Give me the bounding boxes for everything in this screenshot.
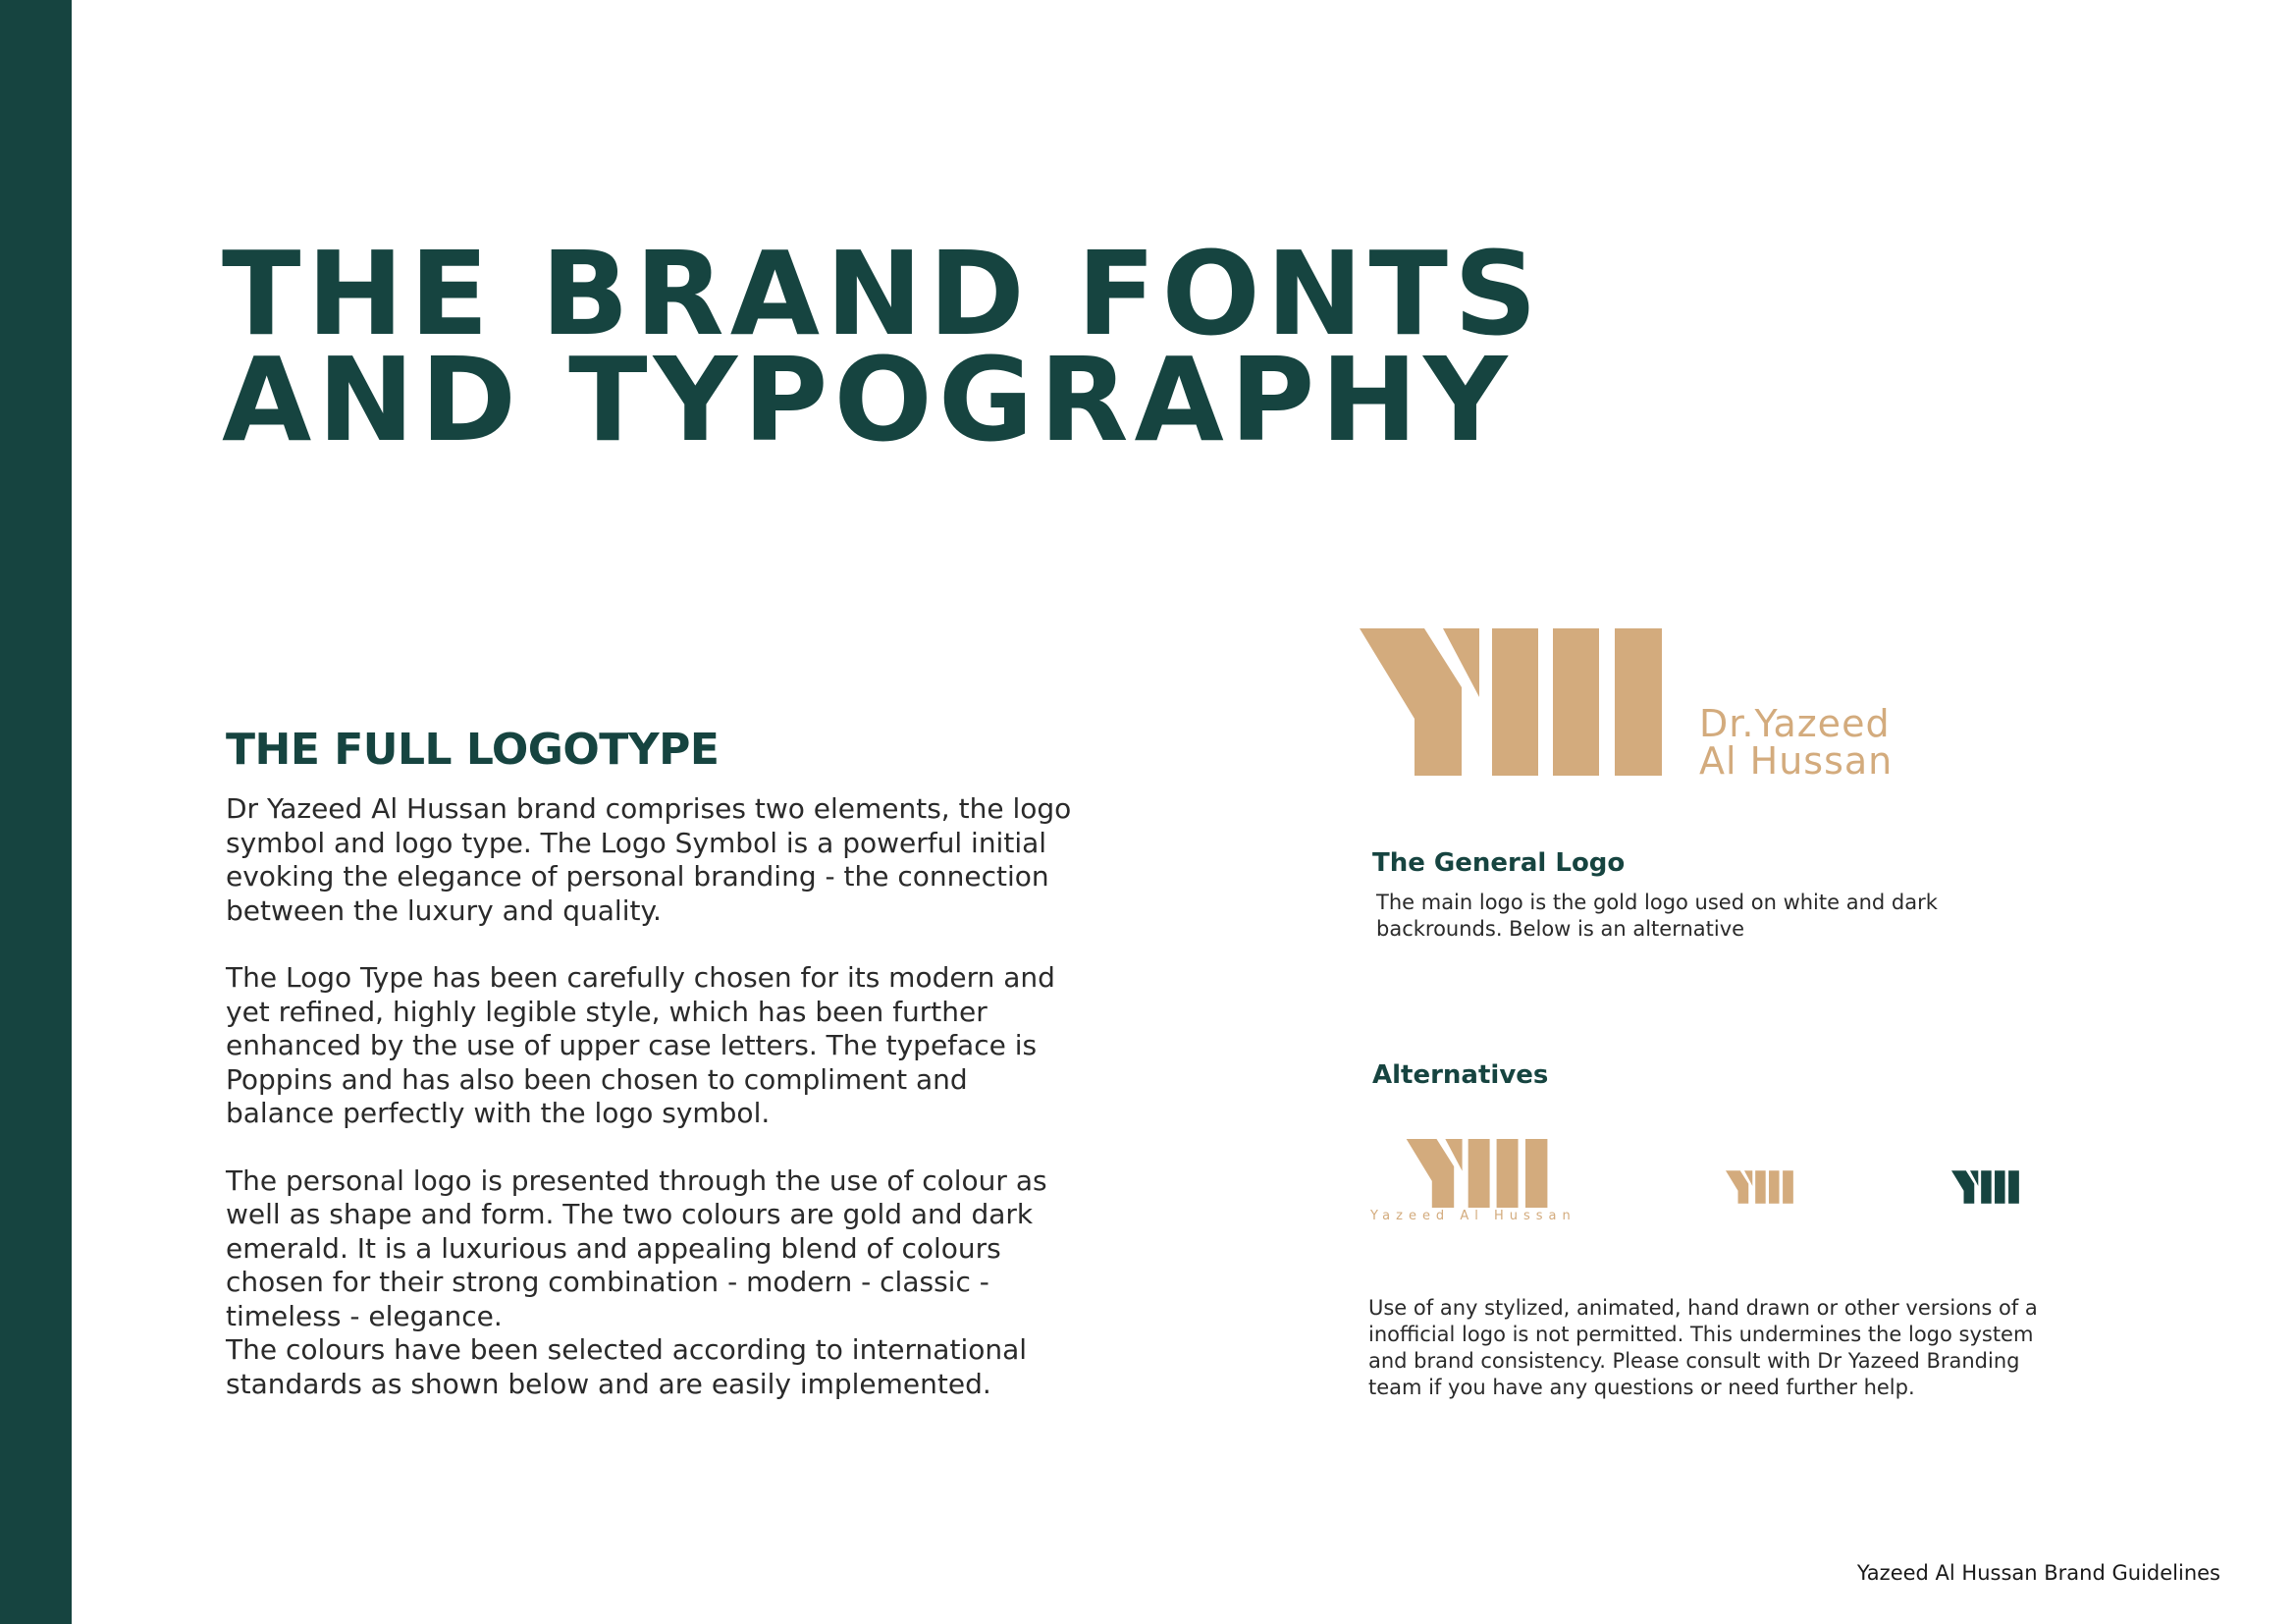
alt-logo-gold-with-name (1406, 1139, 1563, 1208)
wordmark-line-2: Al Hussan (1699, 739, 1894, 783)
wordmark-line-1: Dr.Yazeed (1699, 702, 1891, 745)
page-title (222, 226, 1543, 467)
alt-logo-caption: Yazeed Al Hussan (1370, 1209, 1576, 1223)
general-logo-description: The main logo is the gold logo used on white and dark backrounds. Below is an alternative (1376, 891, 1938, 941)
alternatives-heading: Alternatives (1372, 1060, 1549, 1090)
main-logo-symbol (1360, 628, 1693, 776)
alt-logo-gold-small (1726, 1170, 1800, 1204)
paragraph-brand-elements: Dr Yazeed Al Hussan brand comprises two elements, the logo symbol and logo type. The Logo Symbol is a powerful initial evoking the elegance of personal branding - the connection between the luxury and quality. (226, 792, 1072, 927)
logotype-description (226, 792, 1109, 1435)
paragraph-logo-type: The Logo Type has been carefully chosen for its modern and yet refined, highly legible style, which has been further enhanced by the use of upper case letters. The typeface is Poppins and has also been chosen to compliment and balance perfectly with the logo symbol. (226, 961, 1055, 1129)
footer-guidelines-label: Yazeed Al Hussan Brand Guidelines (1856, 1561, 2220, 1585)
section-heading-full-logotype: THE FULL LOGOTYPE (226, 725, 720, 775)
paragraph-colours: The personal logo is presented through the use of colour as well as shape and form. The two colours are gold and dark emerald. It is a luxurious and appealing blend of colours chosen for their strong combination - modern - classic - timeless - elegance. (226, 1164, 1047, 1332)
paragraph-standards: The colours have been selected according to international standards as shown below and are easily implemented. (226, 1333, 1028, 1400)
page-title-line-1: THE BRAND FONTS (222, 226, 1543, 361)
page-title-line-2: AND TYPOGRAPHY (222, 332, 1514, 467)
logo-wordmark (1699, 702, 1894, 783)
alt-logo-emerald-small (1951, 1170, 2026, 1204)
general-logo-heading: The General Logo (1372, 848, 1626, 878)
logo-usage-note: Use of any stylized, animated, hand drawn or other versions of a inofficial logo is not permitted. This undermines the logo system and brand consistency. Please consult with Dr Yazeed Branding team if you have any questions or need further help. (1368, 1296, 2038, 1399)
sidebar-accent-bar (0, 0, 72, 1624)
